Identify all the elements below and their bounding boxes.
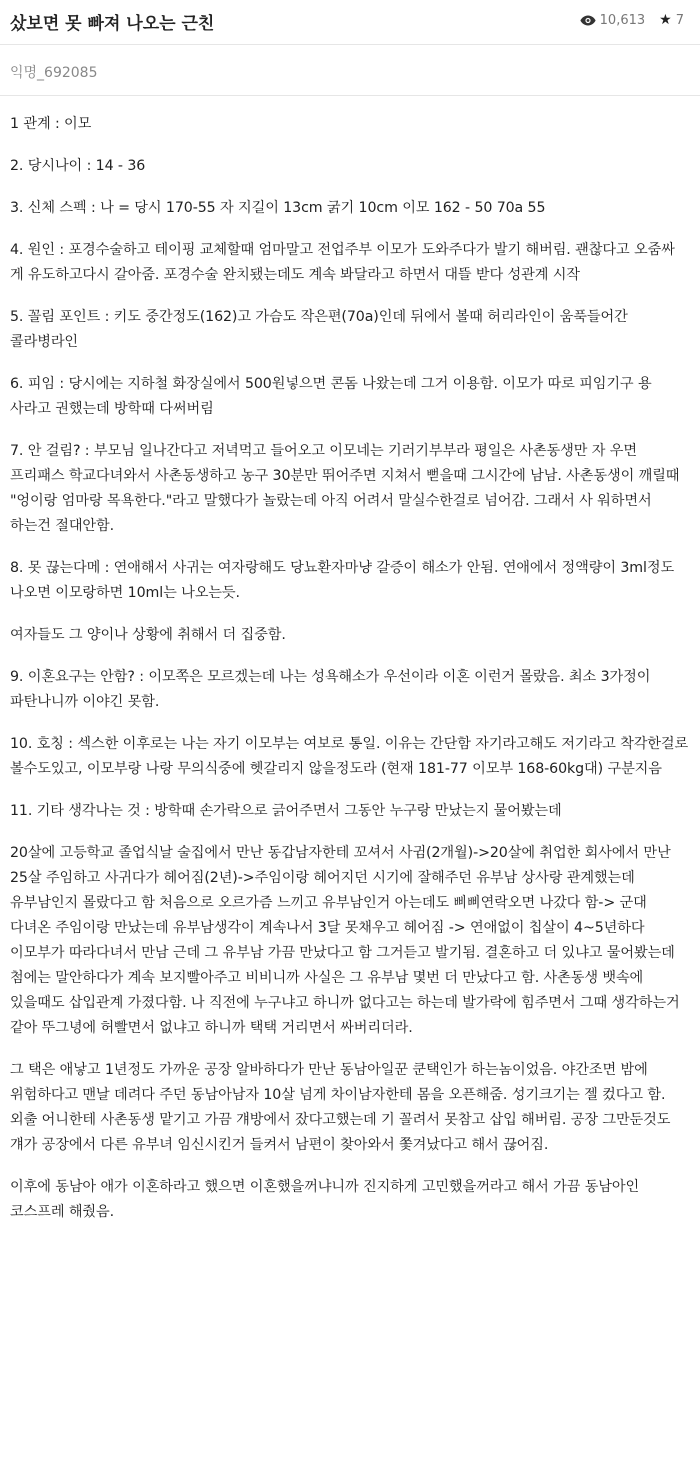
author-bar xyxy=(0,45,700,96)
paragraph: 그 택은 애낳고 1년정도 가까운 공장 알바하다가 만난 동남아일꾼 쿤택인가 하는놈이었음. 야간조면 밤에 위험하다고 맨날 데려다 주던 동남아남자 10살 넘게 차이남자한테 몸을 오픈해줌. 성기크기는 젤 컸다고 함. 외출 어니한테 사촌동생 맡기고 가끔 걔방에서 잤다고했는데 기 꼴려서 못참고 삽입 해버림. 공장 그만둔것도 걔가 공장에서 다른 유부녀 임신시킨거 들켜서 남편이 찾아와서 쫓겨났다고 해서 끊어짐. xyxy=(10,1062,671,1153)
star-count-value: 7 xyxy=(675,12,684,28)
star-icon: ★ xyxy=(659,12,672,28)
eye-icon xyxy=(580,15,596,26)
paragraph: 20살에 고등학교 졸업식날 술집에서 만난 동갑남자한테 꼬셔서 사귐(2개월)->20살에 취업한 회사에서 만난 25살 주임하고 사귀다가 헤어짐(2년)->주임이랑 헤어지던 시기에 잘해주던 유부남 상사랑 관계했는데 유부남인지 몰랐다고 함 처음으로 오르가즘 느끼고 유부남인거 아는데도 삐삐연락오면 나갔다 함-> 군대 다녀온 주임이랑 만났는데 유부남생각이 계속나서 3달 못채우고 헤어짐 -> 연애없이 칩살이 4~5년하다 이모부가 따라다녀서 만남 근데 그 유부남 가끔 만났다고 함 그거듣고 발기됨. 결혼하고 더 있냐고 물어봤는데 첨에는 말안하다가 계속 보지빨아주고 비비니까 사실은 그 유부남 몇번 더 만났다고 함. 사촌동생 뱃속에 있을때도 삽입관계 가졌다함. 나 직전에 누구냐고 하니까 없다고는 하는데 발가락에 힘주면서 그때 생각하는거 같아 뚜그녕에 허빨면서 없냐고 하니까 택택 거리면서 싸버리더라. xyxy=(10,845,680,1036)
view-count xyxy=(580,13,646,28)
paragraph: 10. 호칭 : 섹스한 이후로는 나는 자기 이모부는 여보로 통일. 이유는 간단함 자기라고해도 저기라고 착각한걸로 볼수도있고, 이모부랑 나랑 무의식중에 헷갈리지 않을정도라 (현재 181-77 이모부 168-60kg대) 구분지음 xyxy=(10,736,689,777)
paragraph: 2. 당시나이 : 14 - 36 xyxy=(10,158,146,174)
paragraph: 4. 원인 : 포경수술하고 테이핑 교체할때 엄마말고 전업주부 이모가 도와주다가 발기 해버림. 괜찮다고 오줌싸 게 유도하고다시 갈아줌. 포경수술 완치됐는데도 계속 봐달라고 하면서 대뜰 받다 성관계 시작 xyxy=(10,242,675,283)
post-title: 샀보면 못 빠져 나오는 근친 xyxy=(10,14,215,34)
paragraph: 1 관계 : 이모 xyxy=(10,116,92,132)
paragraph: 이후에 동남아 애가 이혼하라고 했으면 이혼했을꺼냐니까 진지하게 고민했을꺼라고 해서 가끔 동남아인 코스프레 해줬음. xyxy=(10,1179,640,1220)
paragraph: 여자들도 그 양이나 상황에 취해서 더 집중함. xyxy=(10,627,286,643)
author-name[interactable]: 익명_692085 xyxy=(10,65,98,81)
paragraph: 6. 피임 : 당시에는 지하철 화장실에서 500원넣으면 콘돔 나왔는데 그거 이용함. 이모가 따로 피임기구 용 사라고 권했는데 방학때 다써버림 xyxy=(10,376,652,417)
paragraph: 8. 못 끊는다메 : 연애해서 사귀는 여자랑해도 당뇨환자마냥 갈증이 해소가 안됨. 연애에서 정액량이 3ml정도 나오면 이모랑하면 10ml는 나오는듯. xyxy=(10,560,675,601)
paragraph: 5. 꼴림 포인트 : 키도 중간정도(162)고 가슴도 작은편(70a)인데 뒤에서 볼때 허리라인이 움푹들어간 콜라병라인 xyxy=(10,309,628,350)
star-count xyxy=(659,12,684,28)
post-header xyxy=(0,0,700,45)
view-count-value: 10,613 xyxy=(599,12,646,28)
post-stats xyxy=(580,12,684,28)
paragraph: 11. 기타 생각나는 것 : 방학때 손가락으로 긁어주면서 그동안 누구랑 만났는지 물어봤는데 xyxy=(10,803,562,819)
paragraph: 7. 안 걸림? : 부모님 일나간다고 저녁먹고 들어오고 이모네는 기러기부부라 평일은 사촌동생만 자 우면 프리패스 학교다녀와서 사촌동생하고 농구 30분만 뛰어주면 지쳐서 뻗을때 그시간에 남남. 사촌동생이 깨릴때 "엉이랑 엄마랑 목욕한다."라고 말했다가 놀랐는데 아직 어려서 말실수한걸로 넘어감. 그래서 사 워하면서 하는건 절대안함. xyxy=(10,443,680,534)
paragraph: 3. 신체 스펙 : 나 = 당시 170-55 자 지길이 13cm 굵기 10cm 이모 162 - 50 70a 55 xyxy=(10,200,546,216)
paragraph: 9. 이혼요구는 안함? : 이모쪽은 모르겠는데 나는 성욕해소가 우선이라 이혼 이런거 몰랐음. 최소 3가정이 파탄나니까 이야긴 못함. xyxy=(10,669,651,710)
post-body xyxy=(0,112,700,1225)
